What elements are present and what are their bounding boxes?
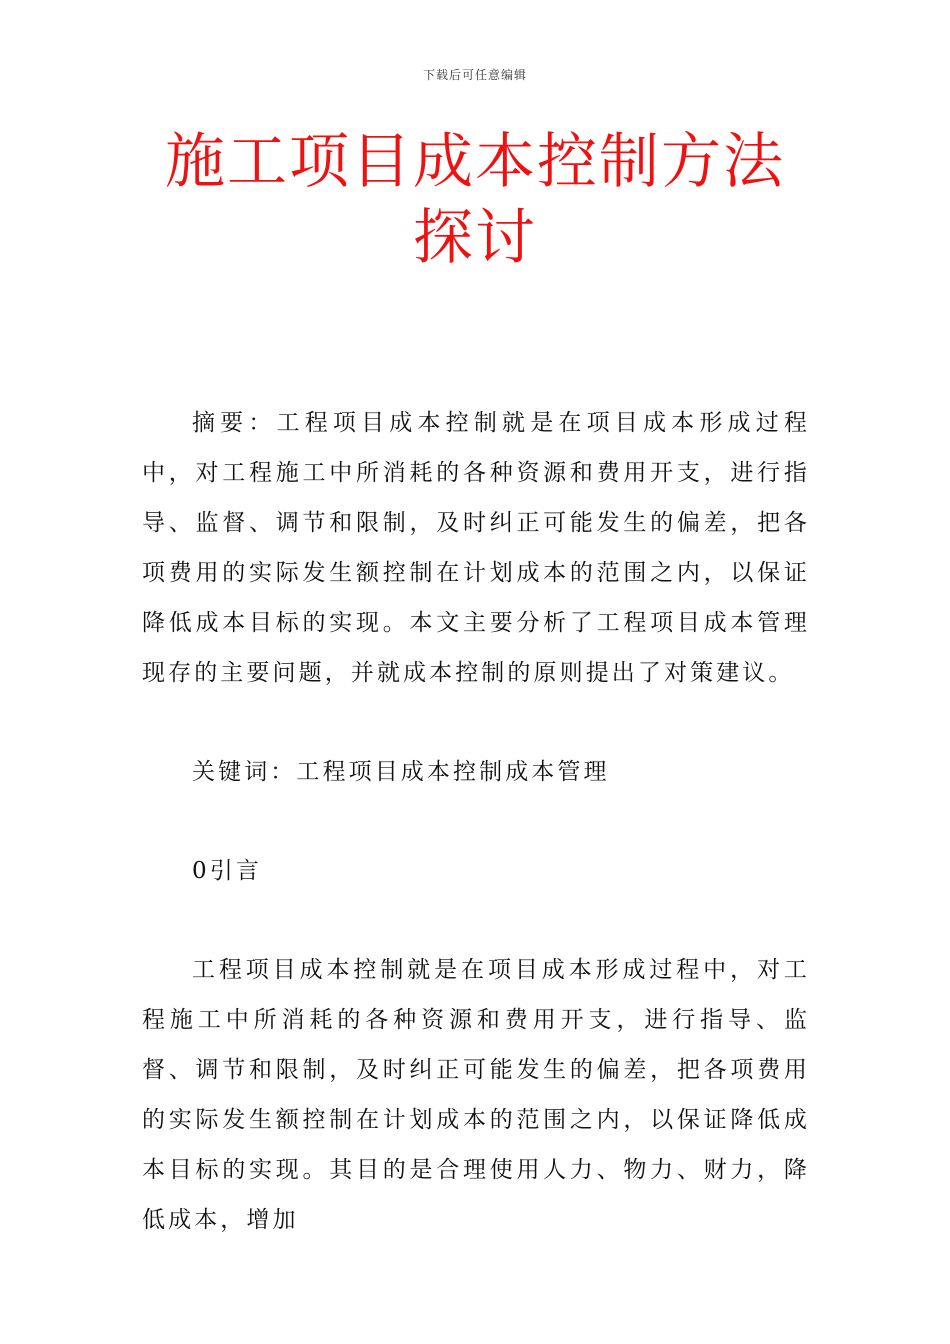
introduction-paragraph: 工程项目成本控制就是在项目成本形成过程中，对工程施工中所消耗的各种资源和费用开支，进行指导、监督、调节和限制，及时纠正可能发生的偏差，把各项费用的实际发生额控制在计划成本的范围之内，以保证降低成本目标的实现。其目的是合理使用人力、物力、财力，降低成本，增加 xyxy=(142,957,810,1233)
abstract-paragraph: 摘要：工程项目成本控制就是在项目成本形成过程中，对工程施工中所消耗的各种资源和费用开支，进行指导、监督、调节和限制，及时纠正可能发生的偏差，把各项费用的实际发生额控制在计划成本的范围之内，以保证降低成本目标的实现。本文主要分析了工程项目成本管理现存的主要问题，并就成本控制的原则提出了对策建议。 xyxy=(142,410,810,686)
document-body xyxy=(142,398,810,1245)
keywords-paragraph: 关键词：工程项目成本控制成本管理 xyxy=(192,759,610,785)
header-note: 下载后可任意编辑 xyxy=(422,68,527,82)
document-title: 施工项目成本控制方法探讨 xyxy=(165,127,785,273)
section-heading-introduction: 0引言 xyxy=(192,858,262,884)
